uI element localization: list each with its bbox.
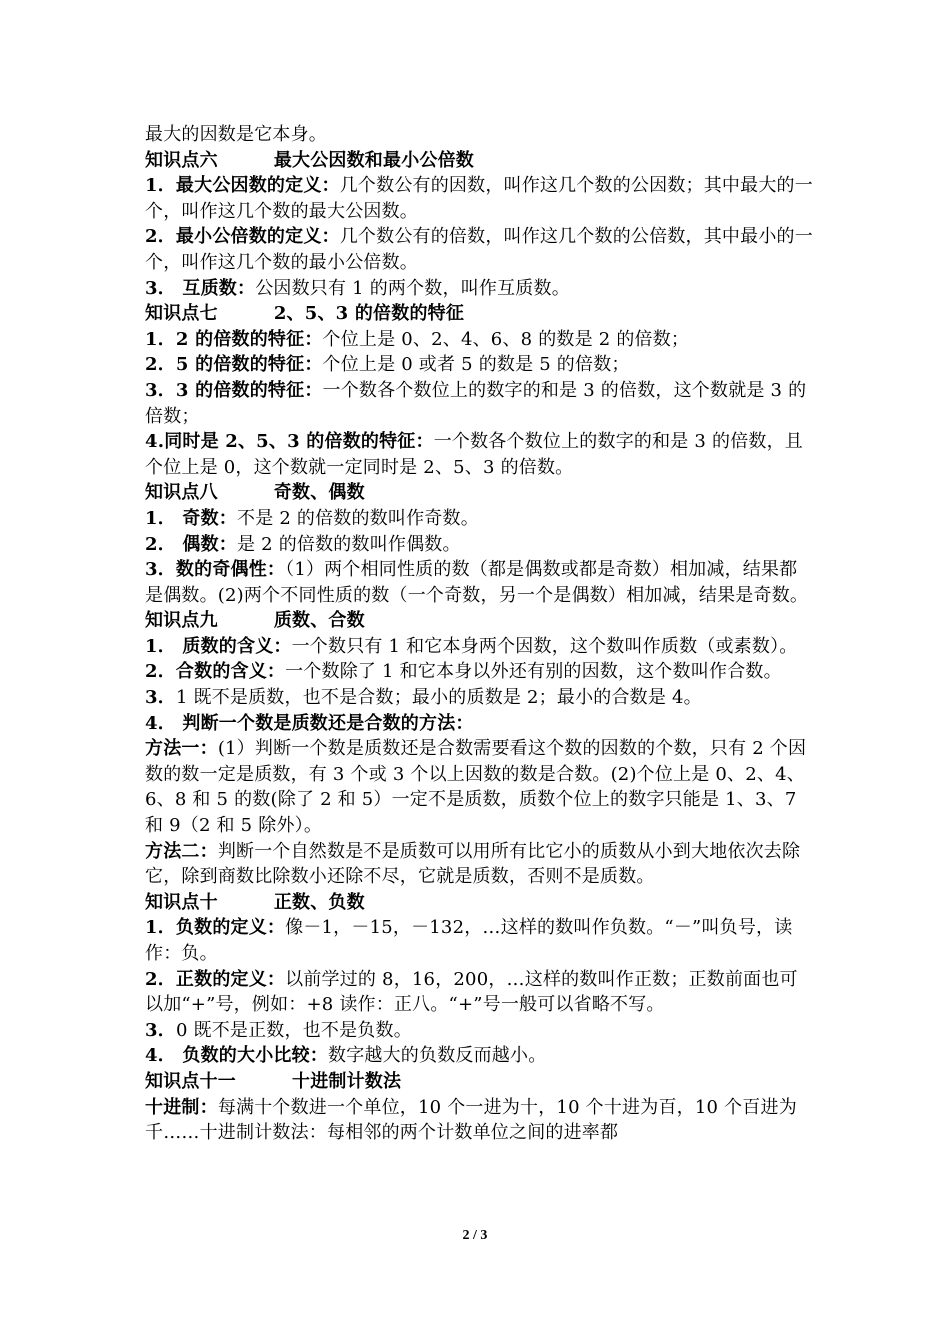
term: 2．合数的含义： — [145, 661, 286, 683]
term: 1． 奇数： — [145, 507, 237, 529]
term: 3． 互质数： — [145, 277, 256, 299]
definition: 0 既不是正数，也不是负数。 — [175, 1019, 412, 1041]
paragraph — [145, 967, 813, 1018]
term: 3． — [145, 687, 176, 709]
paragraph — [145, 915, 813, 966]
section-label: 知识点九 — [145, 610, 218, 632]
term: 方法一： — [145, 738, 218, 760]
definition: 一个数除了 1 和它本身以外还有别的因数，这个数叫作合数。 — [285, 661, 782, 683]
paragraph — [145, 685, 813, 711]
section-title: 正数、负数 — [273, 891, 365, 913]
section-heading-8 — [145, 480, 813, 506]
term: 2．正数的定义： — [145, 968, 286, 990]
definition: 个位上是 0 或者 5 的数是 5 的倍数； — [322, 354, 630, 376]
paragraph — [145, 173, 813, 224]
paragraph — [145, 378, 813, 429]
page-content — [145, 122, 813, 1146]
paragraph — [145, 429, 813, 480]
paragraph — [145, 634, 813, 660]
definition: 以前学过的 8，16，200，…这样的数叫作正数；正数前面也可以加“+”号，例如：+8 读作：正八。“+”号一般可以省略不写。 — [145, 968, 798, 1016]
term: 2．最小公倍数的定义： — [145, 226, 340, 248]
term: 4． 负数的大小比较： — [145, 1045, 328, 1067]
definition: 每满十个数进一个单位，10 个一进为十，10 个十进为百，10 个百进为千……十进制计数法：每相邻的两个计数单位之间的进率都 — [145, 1096, 797, 1144]
definition: 公因数只有 1 的两个数，叫作互质数。 — [255, 277, 570, 299]
term: 方法二： — [145, 840, 218, 862]
term: 3．3 的倍数的特征： — [145, 379, 323, 401]
term: 4.同时是 2、5、3 的倍数的特征： — [145, 431, 434, 453]
section-heading-6 — [145, 148, 813, 174]
term: 1．负数的定义： — [145, 917, 286, 939]
term: 3．数的奇偶性： — [145, 559, 286, 581]
paragraph — [145, 659, 813, 685]
section-title: 奇数、偶数 — [273, 482, 365, 504]
definition: 几个数公有的倍数，叫作这几个数的公倍数，其中最小的一个，叫作这几个数的最小公倍数。 — [145, 226, 813, 273]
paragraph — [145, 1095, 813, 1146]
definition: 数字越大的负数反而越小。 — [328, 1045, 547, 1067]
paragraph — [145, 839, 813, 890]
definition: 不是 2 的倍数的数叫作奇数。 — [237, 507, 479, 529]
term: 3． — [145, 1019, 176, 1041]
paragraph — [145, 736, 813, 838]
term: 2． 偶数： — [145, 533, 237, 555]
paragraph — [145, 557, 813, 608]
section-label: 知识点六 — [145, 149, 218, 171]
section-label: 知识点十一 — [145, 1070, 236, 1092]
section-label: 知识点七 — [145, 303, 218, 325]
definition: 一个数各个数位上的数字的和是 3 的倍数，且个位上是 0，这个数就一定同时是 2、5、3 的倍数。 — [145, 431, 803, 478]
paragraph — [145, 1043, 813, 1069]
term: 十进制： — [145, 1096, 218, 1118]
definition: 个位上是 0、2、4、6、8 的数是 2 的倍数； — [322, 328, 690, 350]
definition: 是 2 的倍数的数叫作偶数。 — [237, 533, 461, 555]
definition: 像－1，－15，－132，…这样的数叫作负数。“－”叫负号，读作：负。 — [145, 917, 793, 964]
paragraph — [145, 532, 813, 558]
section-heading-9 — [145, 608, 813, 634]
definition: （1）两个相同性质的数（都是偶数或都是奇数）相加减，结果都是偶数。(2)两个不同性质的数（一个奇数，另一个是偶数）相加减，结果是奇数。 — [145, 559, 809, 606]
section-title: 最大公因数和最小公倍数 — [273, 149, 475, 171]
section-title: 质数、合数 — [273, 610, 365, 632]
term: 2．5 的倍数的特征： — [145, 354, 323, 376]
definition: 一个数只有 1 和它本身两个因数，这个数叫作质数（或素数）。 — [291, 635, 798, 657]
paragraph — [145, 352, 813, 378]
paragraph — [145, 711, 813, 737]
paragraph — [145, 276, 813, 302]
term: 1．最大公因数的定义： — [145, 175, 340, 197]
paragraph: 最大的因数是它本身。 — [145, 124, 327, 145]
term: 4． 判断一个数是质数还是合数的方法： — [145, 712, 474, 734]
paragraph — [145, 1018, 813, 1044]
definition: 几个数公有的因数，叫作这几个数的公因数；其中最大的一个，叫作这几个数的最大公因数。 — [145, 175, 813, 222]
definition: (1）判断一个数是质数还是合数需要看这个数的因数的个数，只有 2 个因数的数一定是质数，有 3 个或 3 个以上因数的数是合数。(2)个位上是 0、2、4、6、8 和 5 的数(除了 2 和 5）一定不是质数，质数个位上的数字只能是 1、3、7 和 9（2 和 5 除外）。 — [145, 738, 807, 837]
section-label: 知识点十 — [145, 891, 218, 913]
term: 1． 质数的含义： — [145, 635, 292, 657]
section-label: 知识点八 — [145, 482, 218, 504]
paragraph — [145, 506, 813, 532]
section-title: 2、5、3 的倍数的特征 — [273, 303, 465, 325]
term: 1．2 的倍数的特征： — [145, 328, 323, 350]
paragraph — [145, 224, 813, 275]
definition: 1 既不是质数，也不是合数；最小的质数是 2；最小的合数是 4。 — [175, 687, 702, 709]
page-number: 2 / 3 — [462, 1228, 488, 1243]
section-title: 十进制计数法 — [292, 1070, 402, 1092]
section-heading-11 — [145, 1069, 813, 1095]
definition: 判断一个自然数是不是质数可以用所有比它小的质数从小到大地依次去除它，除到商数比除数小还除不尽，它就是质数，否则不是质数。 — [145, 840, 801, 888]
definition: 一个数各个数位上的数字的和是 3 的倍数，这个数就是 3 的倍数； — [145, 379, 807, 427]
paragraph — [145, 327, 813, 353]
section-heading-7 — [145, 301, 813, 327]
section-heading-10 — [145, 890, 813, 916]
